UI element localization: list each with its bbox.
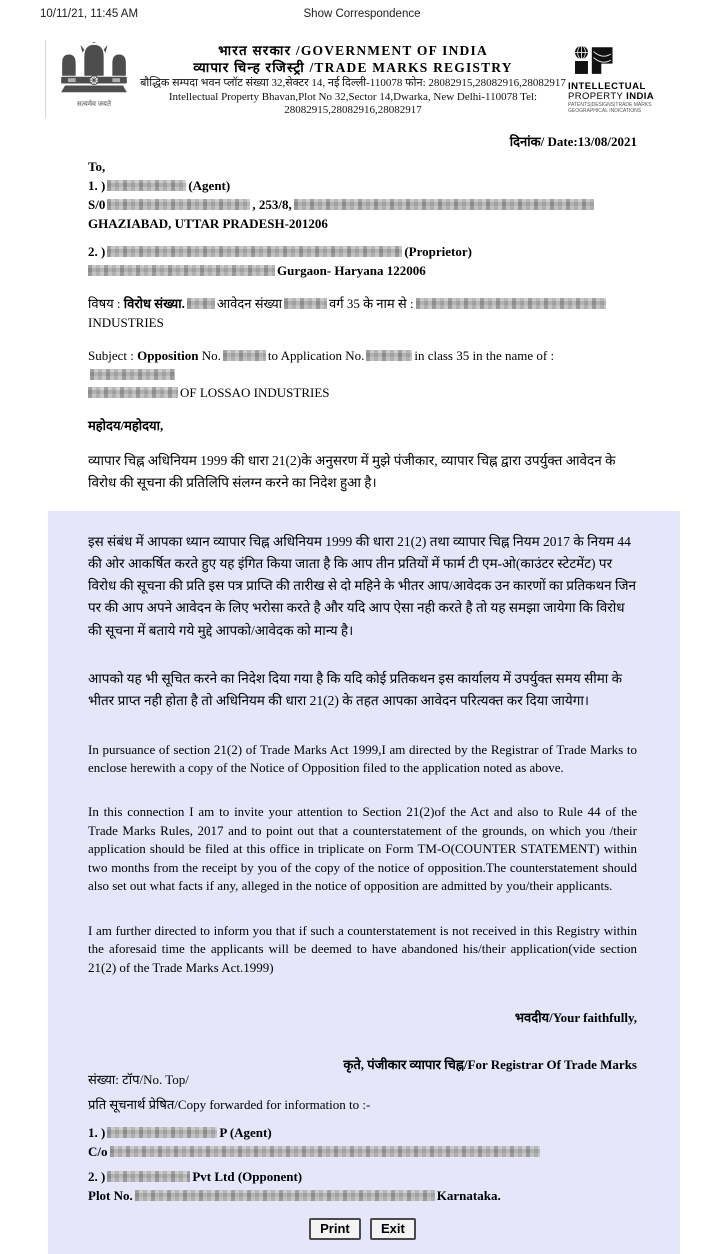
emblem-caption: सत्यमेव जयते: [77, 100, 111, 108]
subject-label-hi: विषय :: [88, 296, 121, 312]
redacted-text: [284, 298, 327, 309]
opposition-label-hi: विरोध संख्या.: [123, 296, 185, 312]
subject-line-english: [88, 347, 637, 385]
redacted-text: [107, 246, 402, 257]
recipient-2-number: 2. ): [88, 244, 106, 260]
redacted-text: [223, 350, 266, 361]
cc-1: [88, 1124, 637, 1143]
logo-subline1: PATENTS|DESIGNS|TRADE MARKS: [568, 101, 652, 108]
redacted-text: [90, 369, 175, 380]
redacted-text: [107, 1127, 217, 1138]
letterhead-center: [138, 40, 568, 118]
cc-2-state: Karnataka.: [436, 1187, 501, 1203]
salutation: महोदय/महोदया,: [88, 418, 164, 434]
application-label-en: to Application No.: [267, 347, 365, 363]
cc-2: [88, 1168, 637, 1187]
paragraph-english-1: In pursuance of section 21(2) of Trade Marks Act 1999,I am directed by the Registrar of Trade Marks to enclose herewith a copy of the Notice of Opposition filed to the application noted as above.: [88, 741, 637, 775]
government-line: भारत सरकार /GOVERNMENT OF INDIA: [218, 43, 488, 58]
closing-faithfully: भवदीय/Your faithfully,: [514, 1010, 637, 1026]
page-title: Show Correspondence: [303, 8, 421, 20]
recipient-2-address: [88, 262, 637, 281]
paragraph-hindi-2: इस संबंध में आपका ध्यान व्यापार चिह्न अधिनियम 1999 की धारा 21(2) तथा व्यापार चिह्न नियम 2017 के नियम 44 की ओर आकर्षित करते हुए यह इंगित किया जाता है कि आप तीन प्रतियों में फार्म टी एम-ओ(काउंटर स्टेटमेंट) पर विरोध की सूचना की प्रति इस पत्र प्राप्ति की तारीख से दो महिने के भीतर आप/आवेदक उन कारणों का प्रतिकथन जिन पर की आप अपने आवेदन के लिए भरोसा करते है और यदि आप ऐसा नही करते है तो यह समझा जायेगा कि विरोध की सूचना में बताये गये मुद्दे आपको/आवेदक को मान्य है।: [88, 533, 637, 638]
recipient-2-city: Gurgaon- Haryana 122006: [277, 263, 426, 279]
print-button[interactable]: Print: [309, 1218, 361, 1240]
paragraph-english-2: In this connection I am to invite your attention to Section 21(2)of the Act and also to Rule 44 of the Trade Marks Rules, 2017 and to point out that a counterstatement of the grounds, on which you /their application should be filed at this office in triplicate on Form TM-O(COUNTER STATEMENT) within two months from the receipt by you of the copy of the notice of opposition.The counterstatement should also set out what facts if any, alleged in the notice of opposition are admitted by you/their applicants.: [88, 804, 637, 894]
highlighted-section: [48, 511, 680, 1254]
number-line: संख्या: टॉप/No. Top/: [88, 1071, 189, 1087]
redacted-text: [107, 180, 186, 191]
redacted-text: [107, 1171, 190, 1182]
cc-1-role: P (Agent): [219, 1125, 272, 1141]
redacted-text: [88, 387, 178, 398]
subject-company-name: OF LOSSAO INDUSTRIES: [180, 385, 330, 401]
recipient-1-number: 1. ): [88, 177, 106, 193]
india-emblem: [50, 40, 138, 109]
logo-line1: INTELLECTUAL: [568, 81, 646, 92]
to-label: To,: [88, 159, 106, 174]
address-english: Intellectual Property Bhavan,Plot No 32,Sector 14,Dwarka, New Delhi-110078 Tel: 28082915,28082916,28082917: [168, 90, 538, 117]
copy-forwarded-line: प्रति सूचनार्थ प्रेषित/Copy forwarded for information to :-: [88, 1096, 371, 1112]
opposition-no-label: No.: [201, 347, 221, 363]
recipient-1-address: [88, 196, 637, 215]
paragraph-hindi-1: व्यापार चिह्न अधिनियम 1999 की धारा 21(2)के अनुसरण में मुझे पंजीकार, व्यापार चिह्न द्वारा उपर्युक्त आवेदन के विरोध की सूचना की प्रतिलिपि संलग्न करने का निदेश हुआ है।: [88, 453, 616, 491]
redacted-text: [416, 298, 606, 309]
redacted-text: [107, 199, 250, 210]
redacted-text: [187, 298, 215, 309]
logo-property: PROPERTY: [568, 90, 627, 102]
closing-registrar: कृते, पंजीकार व्यापार चिह्न/For Registrar Of Trade Marks: [343, 1056, 637, 1072]
letter-document: [45, 40, 680, 1254]
class-label-en: in class 35 in the name of :: [414, 347, 555, 363]
print-header: [0, 8, 724, 24]
subject-line-hindi: [88, 295, 637, 314]
redacted-text: [88, 265, 275, 276]
letterhead: [45, 40, 680, 118]
recipient-1-role: (Agent): [188, 177, 231, 193]
ashoka-lions-icon: [55, 42, 133, 98]
redacted-text: [110, 1146, 540, 1157]
date-line: दिनांक/ Date:13/08/2021: [509, 134, 637, 149]
paragraph-hindi-3: आपको यह भी सूचित करने का निदेश दिया गया है कि यदि कोई प्रतिकथन इस कार्यालय में उपर्युक्त समय सीमा के भीतर प्राप्त नही होता है तो अधिनियम की धारा 21(2) के तहत आपका आवेदन परित्यक्त कर दिया जायेगा।: [88, 670, 623, 709]
button-row: [88, 1218, 637, 1240]
cc-2-address: [88, 1187, 637, 1206]
redacted-text: [135, 1190, 435, 1201]
cc-2-number: 2. ): [88, 1169, 106, 1185]
logo-india: INDIA: [626, 90, 655, 102]
paragraph-english-3: I am further directed to inform you that if such a counterstatement is not received in this Registry within the aforesaid time the applicants will be deemed to have abandoned his/their application(vide section 21(2) of the Trade Marks Act.1999): [88, 922, 637, 975]
address-mid: , 253/8,: [252, 196, 292, 212]
ip-monogram-icon: [572, 44, 622, 78]
class-label-hi: वर्ग 35 के नाम से :: [329, 296, 414, 312]
exit-button[interactable]: Exit: [370, 1218, 416, 1240]
cc-1-address: [88, 1143, 637, 1162]
logo-subline2: GEOGRAPHICAL INDICATIONS: [568, 107, 642, 114]
subject-line-hindi-2: INDUSTRIES: [88, 314, 164, 330]
recipient-2-role: (Proprietor): [404, 244, 472, 260]
ip-india-logo: [568, 40, 680, 114]
cc-1-number: 1. ): [88, 1125, 106, 1141]
print-timestamp: 10/11/21, 11:45 AM: [40, 8, 139, 20]
subject-line-english-2: [88, 384, 637, 403]
address-prefix: S/0: [88, 196, 106, 212]
cc-2-address-prefix: Plot No.: [88, 1187, 133, 1203]
address-hindi: बौद्धिक सम्पदा भवन प्लॉट संख्या 32,सेक्टर 14, नई दिल्ली-110078 फोन: 28082915,28082916,28082917: [140, 76, 566, 89]
recipient-2: [88, 243, 637, 262]
logo-line2: [568, 92, 680, 102]
registry-line: व्यापार चिन्ह रजिस्ट्री /TRADE MARKS REGISTRY: [193, 59, 513, 75]
cc-2-role: Pvt Ltd (Opponent): [192, 1169, 303, 1185]
application-label-hi: आवेदन संख्या: [216, 296, 283, 312]
opposition-word: Opposition: [137, 347, 199, 363]
recipient-1-city: GHAZIABAD, UTTAR PRADESH-201206: [88, 215, 328, 231]
subject-label-en: Subject :: [88, 347, 134, 363]
cc-1-address-prefix: C/o: [88, 1144, 108, 1160]
letter-body: [45, 158, 680, 1254]
redacted-text: [294, 199, 594, 210]
redacted-text: [366, 350, 412, 361]
recipient-1: [88, 177, 637, 196]
